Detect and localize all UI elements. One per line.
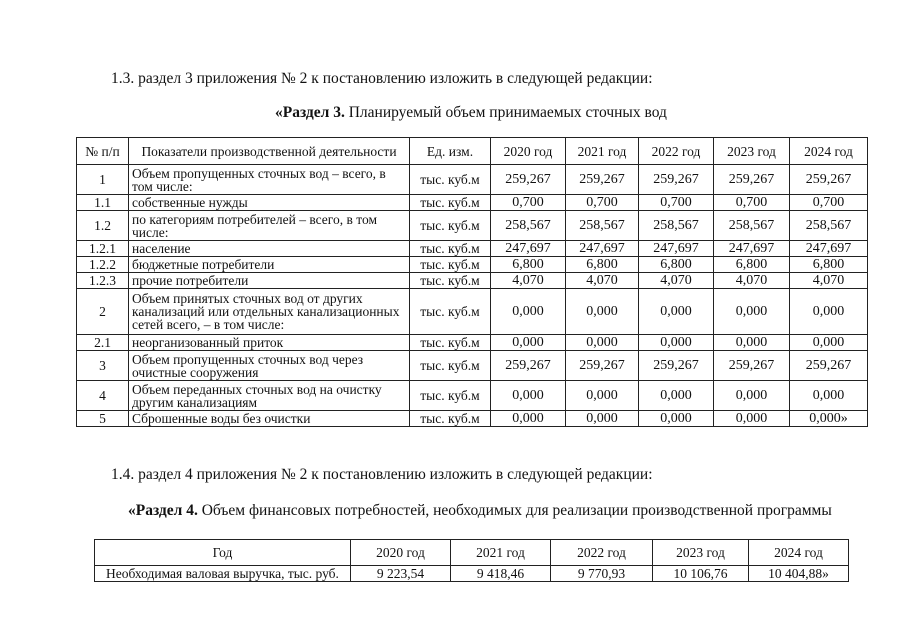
row-number: 5 <box>77 411 129 427</box>
unit-cell: тыс. куб.м <box>410 241 491 257</box>
indicator-name: Объем принятых сточных вод от других канализаций или отдельных канализационных сетей всего, – в том числе: <box>129 289 410 335</box>
section-4-title <box>128 502 832 520</box>
paragraph-1-4: 1.4. раздел 4 приложения № 2 к постановлению изложить в следующей редакции: <box>111 466 653 483</box>
indicator-name: по категориям потребителей – всего, в том числе: <box>129 211 410 241</box>
table-header-row <box>77 138 868 165</box>
col-header-2020: 2020 год <box>491 138 566 165</box>
cell-2020: 259,267 <box>491 165 566 195</box>
cell-2020: 0,000 <box>491 411 566 427</box>
cell-2020: 259,267 <box>491 351 566 381</box>
table-row <box>77 289 868 335</box>
row-number: 2.1 <box>77 335 129 351</box>
cell-2022: 6,800 <box>639 257 714 273</box>
cell-2021: 6,800 <box>566 257 639 273</box>
row-label: Необходимая валовая выручка, тыс. руб. <box>95 566 351 582</box>
cell-2023: 0,700 <box>714 195 790 211</box>
table-row <box>77 381 868 411</box>
cell-2023: 6,800 <box>714 257 790 273</box>
indicator-name: Объем пропущенных сточных вод через очистные сооружения <box>129 351 410 381</box>
section-4-title-bold: «Раздел 4. <box>128 502 198 519</box>
col-header-2022: 2022 год <box>551 540 653 566</box>
col-header-2024: 2024 год <box>749 540 849 566</box>
cell-2022: 0,000 <box>639 381 714 411</box>
col-header-np: № п/п <box>77 138 129 165</box>
cell-2023: 10 106,76 <box>653 566 749 582</box>
indicator-name: Сброшенные воды без очистки <box>129 411 410 427</box>
cell-2020: 0,000 <box>491 335 566 351</box>
cell-2021: 4,070 <box>566 273 639 289</box>
table-row <box>77 241 868 257</box>
cell-2024: 258,567 <box>790 211 868 241</box>
unit-cell: тыс. куб.м <box>410 411 491 427</box>
cell-2024: 259,267 <box>790 351 868 381</box>
row-number: 1.2.2 <box>77 257 129 273</box>
financial-needs-table <box>94 539 849 582</box>
cell-2020: 258,567 <box>491 211 566 241</box>
indicator-name: неорганизованный приток <box>129 335 410 351</box>
indicator-name: собственные нужды <box>129 195 410 211</box>
cell-2022: 258,567 <box>639 211 714 241</box>
cell-2021: 0,000 <box>566 411 639 427</box>
cell-2020: 4,070 <box>491 273 566 289</box>
cell-2023: 0,000 <box>714 289 790 335</box>
row-number: 1.2.3 <box>77 273 129 289</box>
cell-2021: 0,700 <box>566 195 639 211</box>
row-number: 1 <box>77 165 129 195</box>
col-header-2021: 2021 год <box>451 540 551 566</box>
table-row <box>77 165 868 195</box>
cell-2024: 6,800 <box>790 257 868 273</box>
cell-2023: 259,267 <box>714 351 790 381</box>
cell-2021: 0,000 <box>566 381 639 411</box>
indicator-name: прочие потребители <box>129 273 410 289</box>
cell-2020: 0,000 <box>491 381 566 411</box>
row-number: 1.2.1 <box>77 241 129 257</box>
cell-2021: 247,697 <box>566 241 639 257</box>
indicator-name: Объем пропущенных сточных вод – всего, в том числе: <box>129 165 410 195</box>
cell-2022: 0,000 <box>639 411 714 427</box>
cell-2024: 0,000 <box>790 289 868 335</box>
cell-2022: 9 770,93 <box>551 566 653 582</box>
unit-cell: тыс. куб.м <box>410 165 491 195</box>
cell-2024: 0,700 <box>790 195 868 211</box>
section-3-title <box>275 104 667 122</box>
cell-2023: 259,267 <box>714 165 790 195</box>
indicator-name: население <box>129 241 410 257</box>
wastewater-volume-table <box>76 137 868 427</box>
cell-2024: 0,000 <box>790 335 868 351</box>
row-number: 1.2 <box>77 211 129 241</box>
col-header-2021: 2021 год <box>566 138 639 165</box>
cell-2023: 247,697 <box>714 241 790 257</box>
cell-2023: 4,070 <box>714 273 790 289</box>
col-header-indicator: Показатели производственной деятельности <box>129 138 410 165</box>
table-header-row <box>95 540 849 566</box>
cell-2021: 9 418,46 <box>451 566 551 582</box>
cell-2023: 0,000 <box>714 411 790 427</box>
row-number: 3 <box>77 351 129 381</box>
paragraph-1-3: 1.3. раздел 3 приложения № 2 к постановлению изложить в следующей редакции: <box>111 70 653 87</box>
cell-2024: 247,697 <box>790 241 868 257</box>
col-header-2023: 2023 год <box>653 540 749 566</box>
unit-cell: тыс. куб.м <box>410 335 491 351</box>
cell-2024: 4,070 <box>790 273 868 289</box>
col-header-year: Год <box>95 540 351 566</box>
cell-2021: 259,267 <box>566 351 639 381</box>
col-header-unit: Ед. изм. <box>410 138 491 165</box>
row-number: 1.1 <box>77 195 129 211</box>
indicator-name: бюджетные потребители <box>129 257 410 273</box>
unit-cell: тыс. куб.м <box>410 289 491 335</box>
cell-2024: 0,000» <box>790 411 868 427</box>
table-row <box>77 211 868 241</box>
unit-cell: тыс. куб.м <box>410 257 491 273</box>
table-row <box>95 566 849 582</box>
section-3-title-rest: Планируемый объем принимаемых сточных вод <box>344 104 667 121</box>
cell-2020: 9 223,54 <box>351 566 451 582</box>
col-header-2024: 2024 год <box>790 138 868 165</box>
cell-2024: 259,267 <box>790 165 868 195</box>
table-row <box>77 351 868 381</box>
cell-2021: 0,000 <box>566 289 639 335</box>
cell-2022: 259,267 <box>639 351 714 381</box>
unit-cell: тыс. куб.м <box>410 195 491 211</box>
row-number: 2 <box>77 289 129 335</box>
cell-2022: 0,700 <box>639 195 714 211</box>
cell-2022: 4,070 <box>639 273 714 289</box>
cell-2022: 0,000 <box>639 335 714 351</box>
cell-2023: 0,000 <box>714 381 790 411</box>
cell-2020: 0,000 <box>491 289 566 335</box>
cell-2020: 6,800 <box>491 257 566 273</box>
col-header-2023: 2023 год <box>714 138 790 165</box>
cell-2022: 247,697 <box>639 241 714 257</box>
cell-2021: 258,567 <box>566 211 639 241</box>
cell-2024: 10 404,88» <box>749 566 849 582</box>
section-3-title-bold: «Раздел 3. <box>275 104 345 121</box>
section-4-title-rest: Объем финансовых потребностей, необходимых для реализации производственной программы <box>197 502 832 519</box>
col-header-2020: 2020 год <box>351 540 451 566</box>
table-row <box>77 195 868 211</box>
cell-2023: 258,567 <box>714 211 790 241</box>
row-number: 4 <box>77 381 129 411</box>
table-row <box>77 273 868 289</box>
unit-cell: тыс. куб.м <box>410 273 491 289</box>
table-row <box>77 257 868 273</box>
cell-2023: 0,000 <box>714 335 790 351</box>
cell-2022: 0,000 <box>639 289 714 335</box>
cell-2020: 247,697 <box>491 241 566 257</box>
cell-2024: 0,000 <box>790 381 868 411</box>
table-row <box>77 411 868 427</box>
cell-2021: 259,267 <box>566 165 639 195</box>
unit-cell: тыс. куб.м <box>410 211 491 241</box>
table-row <box>77 335 868 351</box>
cell-2022: 259,267 <box>639 165 714 195</box>
cell-2021: 0,000 <box>566 335 639 351</box>
col-header-2022: 2022 год <box>639 138 714 165</box>
cell-2020: 0,700 <box>491 195 566 211</box>
unit-cell: тыс. куб.м <box>410 381 491 411</box>
unit-cell: тыс. куб.м <box>410 351 491 381</box>
indicator-name: Объем переданных сточных вод на очистку другим канализациям <box>129 381 410 411</box>
